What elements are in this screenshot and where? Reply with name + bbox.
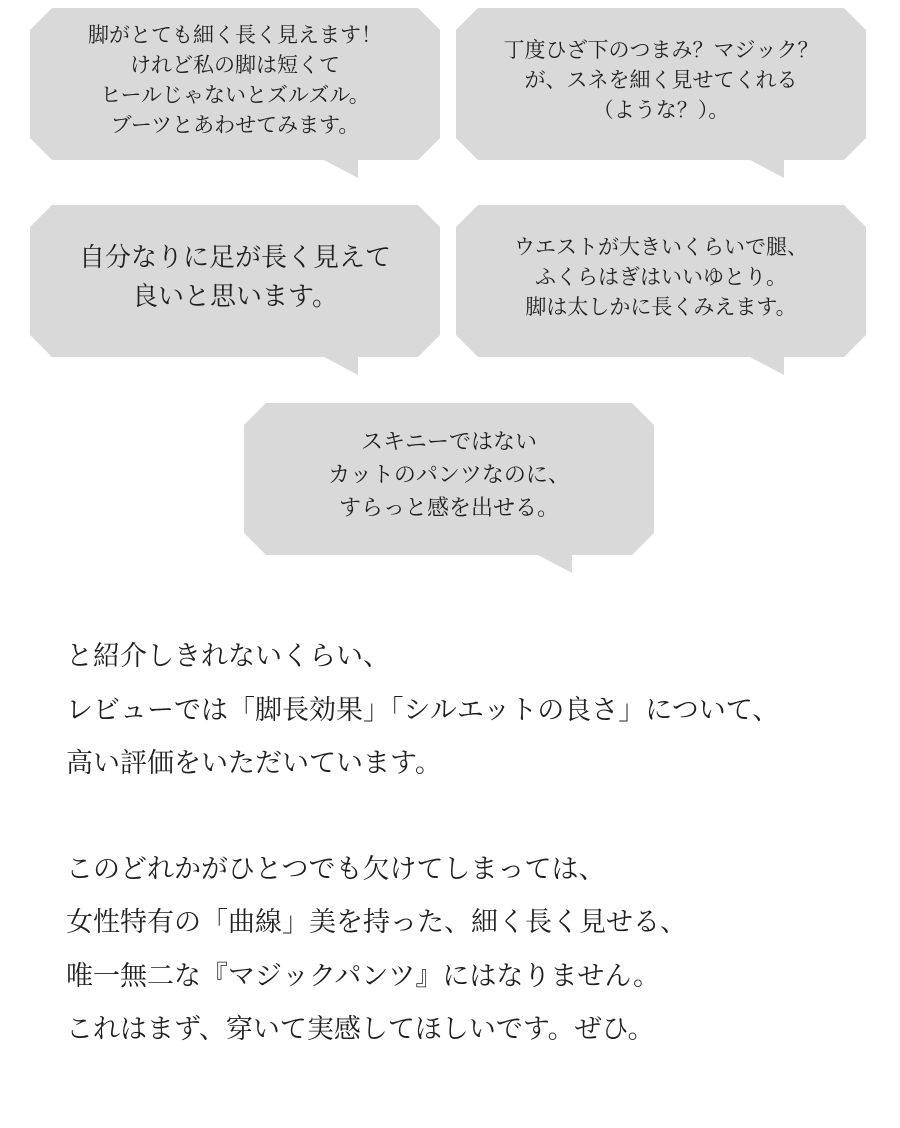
review-bubble-3 [30, 205, 440, 357]
review-line: が、スネを細く見せてくれる [524, 68, 798, 93]
review-text [504, 36, 819, 125]
review-line: 脚がとても細く長く見えます！ [88, 23, 382, 48]
review-line: ヒールじゃないとズルズル。 [100, 83, 370, 107]
review-line: けれど私の脚は短くて [130, 53, 340, 78]
review-line: 丁度ひざ下のつまみ？マジック？ [503, 38, 819, 63]
body-line: これはまず、穿いて実感してほしいです。ぜひ。 [66, 1014, 655, 1045]
review-line: （ような？）。 [592, 97, 730, 122]
review-line: 脚は太しかに長くみえます。 [525, 294, 797, 319]
review-bubble-2 [456, 8, 866, 160]
review-bubble-5 [244, 403, 654, 555]
review-bubble-1 [30, 8, 440, 160]
body-line: と紹介しきれないくらい、 [66, 641, 390, 672]
body-line: このどれかがひとつでも欠けてしまっては、 [66, 853, 606, 885]
review-line: ふくらはぎはいいゆとり。 [535, 265, 787, 290]
review-line: カットのパンツなのに、 [328, 462, 570, 488]
body-line: 唯一無二な『マジックパンツ』にはなりません。 [66, 960, 660, 992]
review-bubble-4 [456, 205, 866, 357]
body-line: レビューでは「脚長効果」「シルエットの良さ」について、 [66, 694, 780, 726]
paragraph-2 [66, 843, 866, 1057]
review-line: ウエストが大きいくらいで腿、 [514, 235, 808, 260]
description-text [66, 630, 866, 1057]
review-line: すらっと感を出せる。 [338, 495, 559, 521]
review-text [328, 426, 570, 525]
review-line: ブーツとあわせてみます。 [110, 112, 360, 137]
paragraph-1 [66, 630, 866, 791]
body-line: 高い評価をいただいています。 [66, 748, 442, 779]
review-text [514, 233, 808, 322]
review-line: スキニーではない [360, 429, 537, 455]
review-text [88, 21, 382, 140]
review-text [79, 239, 391, 317]
review-line: 自分なりに足が長く見えて [78, 243, 391, 273]
review-line: 良いと思います。 [132, 282, 338, 312]
body-line: 女性特有の「曲線」美を持った、細く長く見せる、 [66, 907, 687, 938]
